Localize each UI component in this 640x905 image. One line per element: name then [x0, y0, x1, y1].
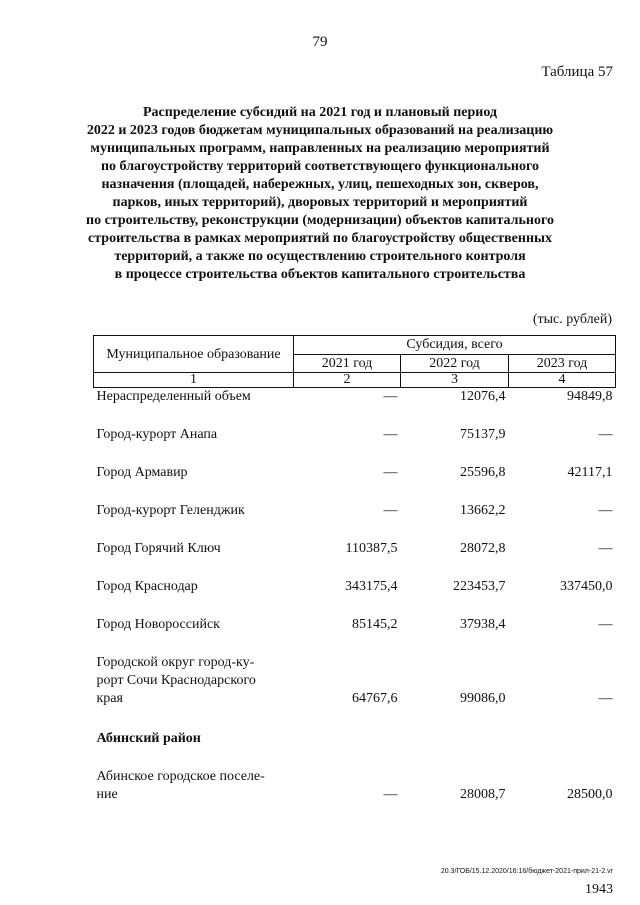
table-row	[94, 520, 616, 558]
value-2022: 28008,7	[460, 787, 506, 802]
value-2021: 110387,5	[345, 541, 398, 556]
name-line: ние	[96, 787, 118, 802]
year-2021-header: 2021 год	[294, 354, 401, 373]
title-line: в процессе строительства объектов капитального строительства	[114, 267, 526, 282]
title-line: по строительству, реконструкции (модернизации) объектов капитального	[86, 213, 554, 228]
table-row	[94, 558, 616, 596]
year-2023-header: 2023 год	[509, 354, 616, 373]
value-2021: 85145,2	[352, 617, 398, 632]
subsidy-total-header: Субсидия, всего	[294, 336, 616, 355]
page-number: 79	[312, 34, 328, 50]
column-number: 3	[401, 373, 509, 388]
value-2022: 12076,4	[460, 389, 506, 404]
municipality-name	[94, 748, 294, 804]
column-number: 1	[94, 373, 294, 388]
value-2023: 94849,8	[567, 389, 613, 404]
units-label: (тыс. рублей)	[532, 312, 612, 327]
sheet-number: 1943	[585, 882, 613, 897]
table-label: Таблица 57	[541, 64, 613, 80]
value-2022: 25596,8	[460, 465, 506, 480]
subsidy-table	[93, 335, 616, 804]
municipality-name: Город-курорт Анапа	[96, 427, 218, 442]
value-2021: —	[383, 465, 398, 480]
value-2023: 28500,0	[567, 787, 613, 802]
title-line: назначения (площадей, набережных, улиц, пешеходных зон, скверов,	[101, 177, 539, 192]
value-2022: 75137,9	[460, 427, 506, 442]
region-name: Абинский район	[96, 731, 201, 746]
document-title	[70, 104, 570, 284]
value-2023: —	[598, 617, 613, 632]
title-line: строительства в рамках мероприятий по благоустройству общественных	[88, 231, 552, 246]
table-row	[94, 388, 616, 407]
value-2021: —	[383, 389, 398, 404]
value-2023: —	[598, 691, 613, 706]
column-number: 4	[509, 373, 616, 388]
municipality-name: Город Горячий Ключ	[96, 541, 221, 556]
municipality-name: Город Армавир	[96, 465, 188, 480]
region-heading-row	[94, 708, 616, 748]
value-2023: 42117,1	[567, 465, 613, 480]
table-row	[94, 406, 616, 444]
column-number: 2	[294, 373, 401, 388]
value-2023: 337450,0	[560, 579, 613, 594]
title-line: муниципальных программ, направленных на реализацию мероприятий	[90, 141, 550, 156]
name-line: Городской округ город-ку-	[96, 655, 255, 670]
name-line: рорт Сочи Краснодарского	[96, 673, 256, 688]
table-row	[94, 596, 616, 634]
value-2023: —	[598, 427, 613, 442]
table-row	[94, 748, 616, 804]
name-line: края	[96, 691, 123, 706]
value-2022: 28072,8	[460, 541, 506, 556]
municipality-name: Город-курорт Геленджик	[96, 503, 245, 518]
file-reference: 20.3/ГОБ/15.12.2020/16:16/бюджет-2021-прил-21-2.vr	[440, 868, 613, 875]
value-2023: —	[598, 503, 613, 518]
value-2022: 37938,4	[460, 617, 506, 632]
title-line: парков, иных территорий), дворовых территорий и мероприятий	[112, 195, 528, 210]
table-row	[94, 482, 616, 520]
year-2022-header: 2022 год	[401, 354, 509, 373]
value-2022: 223453,7	[453, 579, 506, 594]
value-2022: 13662,2	[460, 503, 506, 518]
title-line: Распределение субсидий на 2021 год и плановый период	[142, 105, 498, 120]
title-line: территорий, а также по осуществлению строительного контроля	[114, 249, 526, 264]
table-row	[94, 444, 616, 482]
municipality-column-header: Муниципальное образование	[94, 336, 294, 373]
value-2021: —	[383, 427, 398, 442]
municipality-name	[94, 634, 294, 708]
value-2021: 343175,4	[345, 579, 398, 594]
table-row	[94, 634, 616, 708]
value-2021: —	[383, 503, 398, 518]
municipality-name: Город Новороссийск	[96, 617, 220, 632]
title-line: по благоустройству территорий соответствующего функционального	[100, 159, 539, 174]
value-2022: 99086,0	[460, 691, 506, 706]
name-line: Абинское городское поселе-	[96, 769, 265, 784]
municipality-name: Город Краснодар	[96, 579, 198, 594]
value-2023: —	[598, 541, 613, 556]
municipality-name: Нераспределенный объем	[96, 389, 251, 404]
title-line: 2022 и 2023 годов бюджетам муниципальных образований на реализацию	[86, 123, 554, 138]
value-2021: 64767,6	[352, 691, 398, 706]
value-2021: —	[383, 787, 398, 802]
